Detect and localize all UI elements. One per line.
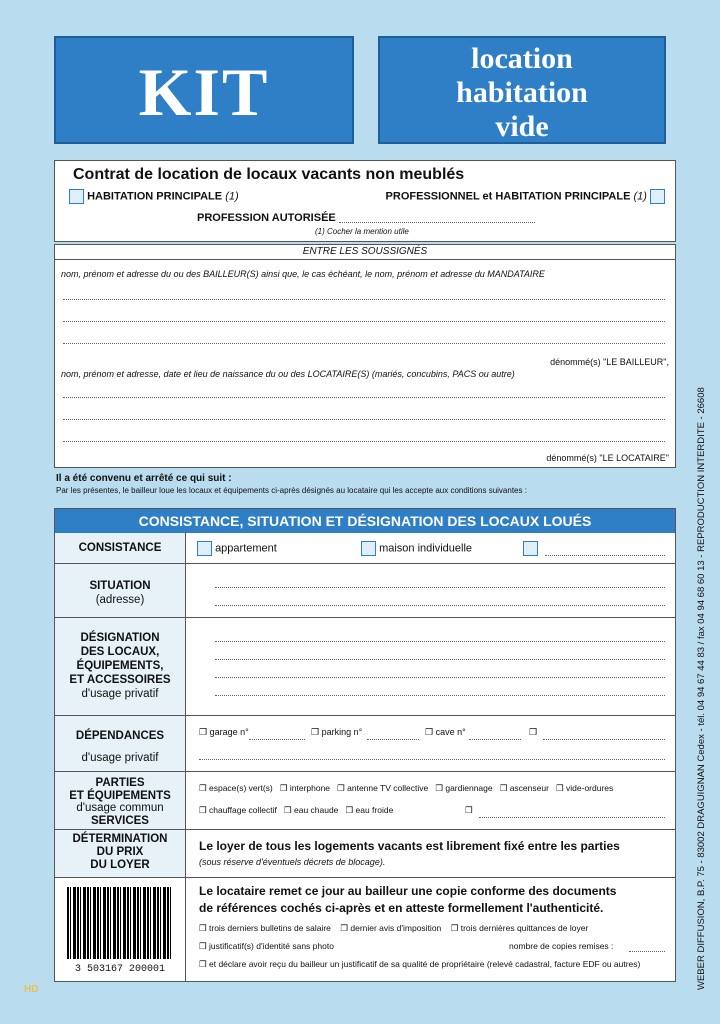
designation-label <box>55 631 185 701</box>
designation-label-1: DÉSIGNATION <box>80 632 160 644</box>
barcode <box>61 883 179 977</box>
designation-line-3[interactable] <box>215 677 665 678</box>
determination-label-1: DÉTERMINATION <box>72 833 168 845</box>
option-pro-label: PROFESSIONNEL et HABITATION PRINCIPALE <box>385 190 631 203</box>
banner-line-3: vide <box>495 110 549 143</box>
checkbox-other[interactable] <box>523 541 538 556</box>
premises-table <box>54 508 676 982</box>
opt-espace-vert: espace(s) vert(s) <box>209 783 273 793</box>
situation-label-1: SITUATION <box>89 580 151 592</box>
checkbox-chauffage[interactable]: ❒ <box>199 805 207 815</box>
checkbox-bulletins[interactable]: ❒ <box>199 923 207 933</box>
designation-label-2: DES LOCAUX, <box>80 646 160 658</box>
copy-text <box>199 883 616 917</box>
dep-cave-label: cave n° <box>435 727 466 737</box>
checkbox-interphone[interactable]: ❒ <box>279 783 288 793</box>
consistance-label: CONSISTANCE <box>78 542 162 554</box>
checkbox-declaration[interactable]: ❒ <box>199 959 207 969</box>
checkbox-eau-froide[interactable]: ❒ <box>345 805 354 815</box>
dependances-label-2: d'usage privatif <box>81 752 159 764</box>
cons-maison-label: maison individuelle <box>379 542 473 555</box>
checkbox-maison[interactable] <box>361 541 376 556</box>
checkbox-antenne[interactable]: ❒ <box>337 783 345 793</box>
doc-row-3 <box>199 959 640 970</box>
barcode-bars <box>67 887 173 959</box>
opt-vide-ordures: vide-ordures <box>566 783 614 793</box>
checkbox-parties-other[interactable]: ❒ <box>465 805 473 815</box>
situation-label <box>55 579 185 607</box>
doc-bulletins: trois derniers bulletins de salaire <box>209 923 331 933</box>
barcode-number: 3 503167 200001 <box>74 964 165 975</box>
situation-line-2[interactable] <box>215 605 665 606</box>
doc-identite: justificatif(s) d'identité sans photo <box>209 941 334 951</box>
bailleur-line-2[interactable] <box>63 321 665 322</box>
cave-field[interactable] <box>469 739 521 740</box>
locataire-line-3[interactable] <box>63 441 665 442</box>
dep-parking <box>311 727 362 738</box>
opt-ascenseur: ascenseur <box>509 783 549 793</box>
opt-interphone: interphone <box>289 783 331 793</box>
option-principal <box>69 189 239 204</box>
situation-label-2: (adresse) <box>95 594 145 606</box>
dep-garage <box>199 727 249 738</box>
dependances-label <box>55 725 185 769</box>
checkbox-garage[interactable]: ❒ <box>199 727 208 737</box>
bailleur-named: dénommé(s) "LE BAILLEUR", <box>550 357 669 367</box>
dependances-label-1: DÉPENDANCES <box>75 730 165 742</box>
parties-label-2: ET ÉQUIPEMENTS <box>69 789 171 802</box>
side-text: WEBER DIFFUSION, B.P. 75 - 83002 DRAGUIGNAN Cedex - tél. 04 94 67 44 83 / fax 04 94 68 60 13 - REPRODUCTION INTERDITE - 26608 <box>696 387 707 990</box>
parties-label-4: SERVICES <box>91 814 149 827</box>
determination-label-2: DU PRIX <box>96 846 144 858</box>
agreement-line-2: Par les présentes, le bailleur loue les locaux et équipements ci-après désignés au locataire qui les accepte aux conditions suivantes : <box>56 486 527 495</box>
doc-copies: nombre de copies remises : <box>509 941 614 951</box>
parties-other-field[interactable] <box>479 817 665 818</box>
opt-antenne: antenne TV collective <box>347 783 429 793</box>
dep-garage-label: garage n° <box>209 727 249 737</box>
cons-maison <box>361 541 472 556</box>
parties-options-row-2 <box>199 805 393 816</box>
opt-eau-froide: eau froide <box>355 805 394 815</box>
profession-label: PROFESSION AUTORISÉE <box>197 212 336 224</box>
opt-chauffage: chauffage collectif <box>209 805 277 815</box>
dep-cave <box>425 727 466 738</box>
between-label: ENTRE LES SOUSSIGNÉS <box>54 244 676 260</box>
copies-field[interactable] <box>629 951 665 952</box>
locataire-line-2[interactable] <box>63 419 665 420</box>
locataire-label: nom, prénom et adresse, date et lieu de naissance du ou des LOCATAIRE(S) (mariés, concubins, PACS ou autre) <box>61 369 515 379</box>
checkbox-ascenseur[interactable]: ❒ <box>499 783 508 793</box>
designation-label-3: ÉQUIPEMENTS, <box>76 660 164 672</box>
doc-row-1 <box>199 923 588 934</box>
bailleur-line-1[interactable] <box>63 299 665 300</box>
contract-title: Contrat de location de locaux vacants non meublés <box>73 166 465 183</box>
banner-line-1: location <box>471 42 573 75</box>
location-banner <box>378 36 666 144</box>
checkbox-parking[interactable]: ❒ <box>311 727 320 737</box>
parties-label <box>55 777 185 827</box>
table-header-text: CONSISTANCE, SITUATION ET DÉSIGNATION DES LOCAUX LOUÉS <box>138 513 592 529</box>
cons-other-field[interactable] <box>545 555 665 556</box>
parties-options-row-1 <box>199 783 613 794</box>
option-principal-label: HABITATION PRINCIPALE <box>87 190 223 203</box>
locataire-named: dénommé(s) "LE LOCATAIRE" <box>546 453 669 463</box>
checkbox-professionnel[interactable] <box>650 189 665 204</box>
checkbox-cave[interactable]: ❒ <box>425 727 434 737</box>
designation-line-1[interactable] <box>215 641 665 642</box>
designation-line-4[interactable] <box>215 695 665 696</box>
checkbox-dep-other[interactable]: ❒ <box>529 727 538 737</box>
checkbox-eau-chaude[interactable]: ❒ <box>283 805 292 815</box>
profession-field[interactable] <box>339 222 535 223</box>
checkbox-appartement[interactable] <box>197 541 212 556</box>
parking-field[interactable] <box>367 739 419 740</box>
dep-other-field[interactable] <box>543 739 665 740</box>
designation-label-4: ET ACCESSOIRES <box>69 674 171 686</box>
opt-eau-chaude: eau chaude <box>293 805 339 815</box>
dep-line-2[interactable] <box>199 759 665 760</box>
checkbox-gardiennage[interactable]: ❒ <box>435 783 443 793</box>
copy-text-2: de références cochés ci-après et en atteste formellement l'authenticité. <box>199 901 604 915</box>
checkbox-habitation-principale[interactable] <box>69 189 84 204</box>
designation-line-2[interactable] <box>215 659 665 660</box>
cons-appartement <box>197 541 277 556</box>
determination-label <box>55 833 185 872</box>
option-pro <box>386 189 665 204</box>
option-principal-note: (1) <box>225 190 239 203</box>
hd-watermark: HD <box>24 984 39 995</box>
loyer-note: (sous réserve d'éventuels décrets de blocage). <box>199 857 386 867</box>
copy-text-1: Le locataire remet ce jour au bailleur une copie conforme des documents <box>199 884 617 898</box>
situation-line-1[interactable] <box>215 587 665 588</box>
dep-parking-label: parking n° <box>321 727 363 737</box>
banner-line-2: habitation <box>456 76 588 109</box>
bailleur-label: nom, prénom et adresse du ou des BAILLEUR(S) ainsi que, le cas échéant, le nom, prénom et adresse du MANDATAIRE <box>61 269 545 279</box>
checkbox-avis[interactable]: ❒ <box>340 923 348 933</box>
checkbox-identite[interactable]: ❒ <box>199 941 207 951</box>
determination-label-3: DU LOYER <box>90 859 150 871</box>
doc-row-2 <box>199 941 334 952</box>
cons-appartement-label: appartement <box>215 542 277 555</box>
option-pro-note: (1) <box>633 190 647 203</box>
doc-quittances: trois dernières quittances de loyer <box>460 923 589 933</box>
table-header <box>55 509 675 533</box>
garage-field[interactable] <box>249 739 305 740</box>
checkbox-espace-vert[interactable]: ❒ <box>199 783 207 793</box>
contract-box <box>54 160 676 242</box>
kit-title: KIT <box>138 54 270 130</box>
parties-box <box>54 258 676 468</box>
kit-banner <box>54 36 354 144</box>
agreement-line-1: Il a été convenu et arrêté ce qui suit : <box>56 473 232 484</box>
locataire-line-1[interactable] <box>63 397 665 398</box>
doc-declaration: et déclare avoir reçu du bailleur un justificatif de sa qualité de propriétaire (relevé cadastral, facture EDF ou autres) <box>209 959 641 969</box>
checkbox-vide-ordures[interactable]: ❒ <box>556 783 564 793</box>
bailleur-line-3[interactable] <box>63 343 665 344</box>
cons-other <box>523 541 538 556</box>
loyer-main: Le loyer de tous les logements vacants est librement fixé entre les parties <box>199 839 620 853</box>
parties-label-3: d'usage commun <box>76 802 164 814</box>
doc-avis: dernier avis d'imposition <box>350 923 442 933</box>
contract-note: (1) Cocher la mention utile <box>315 227 409 236</box>
opt-gardiennage: gardiennage <box>445 783 493 793</box>
designation-label-5: d'usage privatif <box>81 688 159 700</box>
parties-label-1: PARTIES <box>95 777 145 789</box>
checkbox-quittances[interactable]: ❒ <box>450 923 459 933</box>
